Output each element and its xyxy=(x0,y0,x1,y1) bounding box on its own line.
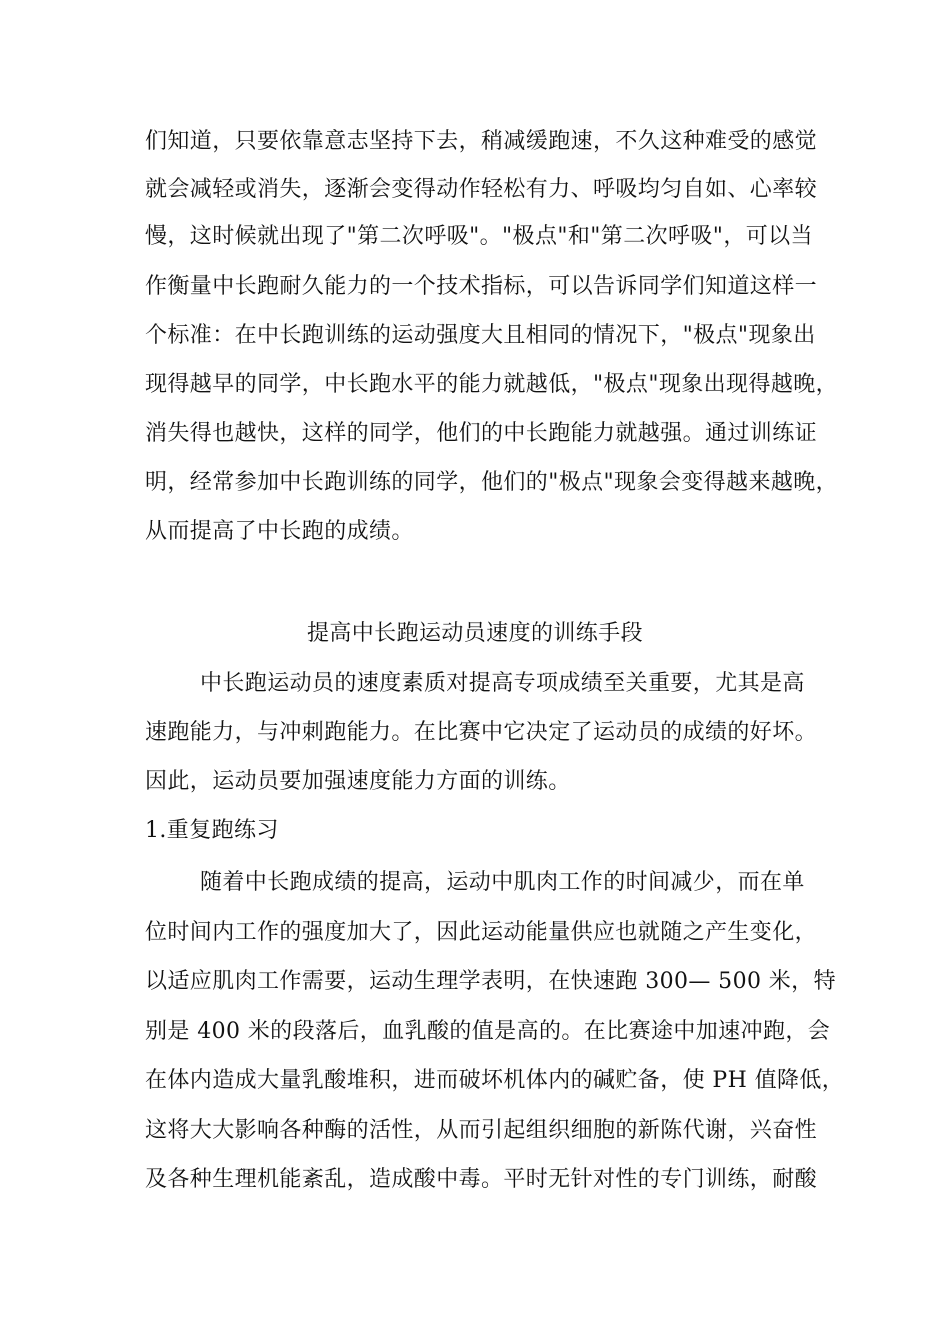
section-title: 提高中长跑运动员速度的训练手段 xyxy=(306,621,643,646)
paragraph-line: 们知道，只要依靠意志坚持下去，稍减缓跑速，不久这种难受的感觉 xyxy=(145,129,818,154)
subheading: 1.重复跑练习 xyxy=(145,818,279,843)
paragraph-line: 明，经常参加中长跑训练的同学，他们的"极点"现象会变得越来越晚， xyxy=(145,470,839,495)
paragraph-line: 随着中长跑成绩的提高，运动中肌肉工作的时间减少，而在单 xyxy=(200,870,805,895)
paragraph-line: 速跑能力，与冲刺跑能力。在比赛中它决定了运动员的成绩的好坏。 xyxy=(145,720,818,745)
paragraph-line: 作衡量中长跑耐久能力的一个技术指标，可以告诉同学们知道这样一 xyxy=(145,274,818,299)
paragraph-line: 在体内造成大量乳酸堆积，进而破坏机体内的碱贮备，使 PH 值降低， xyxy=(145,1068,845,1093)
paragraph-line: 个标准：在中长跑训练的运动强度大且相同的情况下，"极点"现象出 xyxy=(145,323,816,348)
paragraph-line: 慢，这时候就出现了"第二次呼吸"。"极点"和"第二次呼吸"，可以当 xyxy=(145,224,813,249)
paragraph-line: 及各种生理机能紊乱，造成酸中毒。平时无针对性的专门训练，耐酸 xyxy=(145,1167,818,1192)
paragraph-line: 位时间内工作的强度加大了，因此运动能量供应也就随之产生变化， xyxy=(145,920,818,945)
paragraph-line: 别是 400 米的段落后，血乳酸的值是高的。在比赛途中加速冲跑，会 xyxy=(145,1019,831,1044)
paragraph-line: 消失得也越快，这样的同学，他们的中长跑能力就越强。通过训练证 xyxy=(145,421,818,446)
paragraph-line: 从而提高了中长跑的成绩。 xyxy=(145,519,414,544)
paragraph-line: 现得越早的同学，中长跑水平的能力就越低，"极点"现象出现得越晚， xyxy=(145,372,839,397)
paragraph-line: 以适应肌肉工作需要，运动生理学表明，在快速跑 300— 500 米，特 xyxy=(145,969,836,994)
paragraph-line: 中长跑运动员的速度素质对提高专项成绩至关重要，尤其是高 xyxy=(200,671,805,696)
paragraph-line: 这将大大影响各种酶的活性，从而引起组织细胞的新陈代谢，兴奋性 xyxy=(145,1118,818,1143)
paragraph-line: 就会减轻或消失，逐渐会变得动作轻松有力、呼吸均匀自如、心率较 xyxy=(145,177,818,202)
paragraph-line: 因此，运动员要加强速度能力方面的训练。 xyxy=(145,769,571,794)
